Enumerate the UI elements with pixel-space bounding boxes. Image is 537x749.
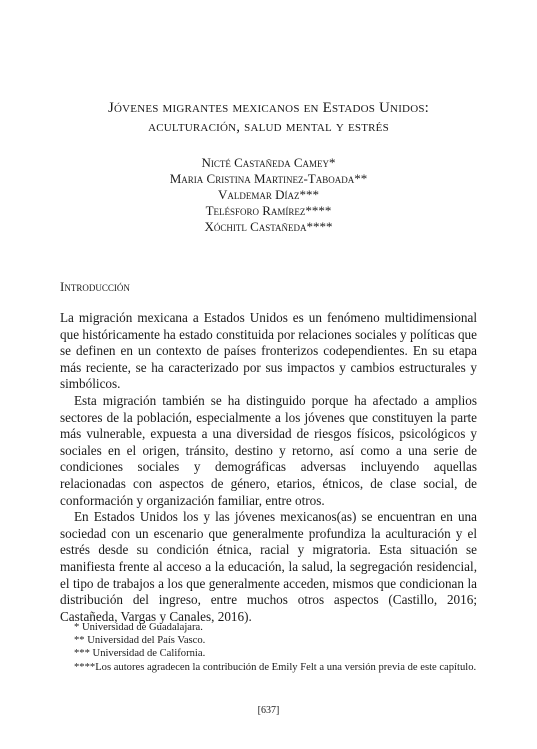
paragraph: La migración mexicana a Estados Unidos es un fenómeno multidimensional que históricamente ha estado constituida por relaciones sociales y políticas que se definen en un contexto de países fronterizos codependientes. En su etapa más reciente, se ha caracterizado por sus impactos y cambios estructurales y simbólicos. <box>60 310 477 392</box>
paragraph: Esta migración también se ha distinguido porque ha afectado a amplios sectores de la población, especialmente a los jóvenes que constituyen la parte más vulnerable, expuesta a una diversidad de riesgos físicos, psicológicos y sociales en el origen, tránsito, destino y retorno, así como a una serie de condiciones sociales y demográficas adversas incluyendo aquellas relacionadas con aspectos de género, etarios, étnicos, de clase social, de conformación y organización familiar, entre otros. <box>60 392 477 508</box>
page-number: [637] <box>257 705 280 716</box>
author-name: Nicté Castañeda Camey* <box>201 155 336 170</box>
chapter-title-line-2: aculturación, salud mental y estrés <box>148 119 389 135</box>
footnotes <box>60 621 477 674</box>
author-name: Xóchitl Castañeda**** <box>204 219 333 234</box>
chapter-title-line-1: Jóvenes migrantes mexicanos en Estados Unidos: <box>107 100 430 116</box>
section-heading: Introducción <box>60 279 130 294</box>
author-name: Valdemar Díaz*** <box>217 187 320 202</box>
paragraph: En Estados Unidos los y las jóvenes mexicanos(as) se encuentran en una sociedad con un escenario que generalmente profundiza la aculturación y el estrés desde su condición étnica, racial y migratoria. Esta situación se manifiesta frente al acceso a la educación, la salud, la segregación residencial, el tipo de trabajos a los que generalmente acceden, mismos que condicionan la distribución del ingreso, entre muchos otros aspectos (Castillo, 2016; Castañeda, Vargas y Canales, 2016). <box>60 509 477 624</box>
footnote: ** Universidad del País Vasco. <box>74 635 206 647</box>
chapter-title <box>40 99 497 137</box>
author-name: Maria Cristina Martinez-Taboada** <box>169 171 368 186</box>
body-text <box>60 310 477 625</box>
footnote: *** Universidad de California. <box>74 648 206 660</box>
footnote: ****Los autores agradecen la contribución de Emily Felt a una versión previa de este capítulo. <box>74 661 477 673</box>
author-list <box>40 155 497 235</box>
footnote: * Universidad de Guadalajara. <box>74 622 203 633</box>
author-name: Telésforo Ramírez**** <box>205 203 332 218</box>
